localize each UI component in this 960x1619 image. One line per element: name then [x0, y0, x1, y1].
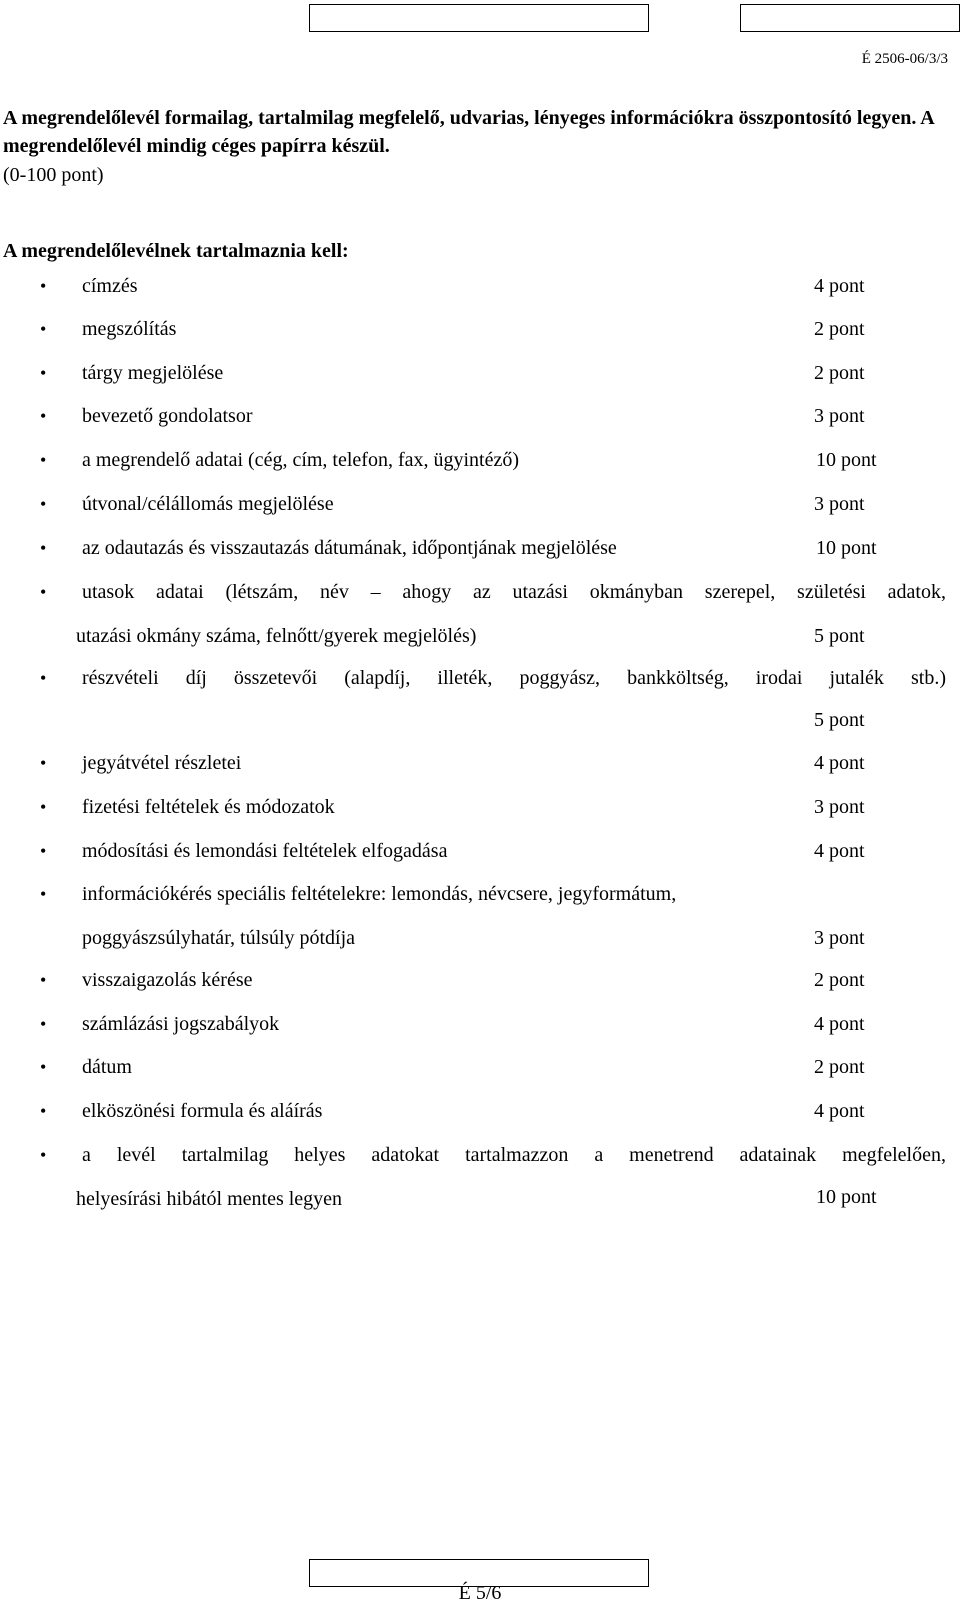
criterion-label: tárgy megjelölése — [82, 362, 224, 384]
criterion-label: utasok adatai (létszám, név – ahogy az utazási okmányban szerepel, születési adatok, — [82, 581, 946, 603]
document-code: É 2506-06/3/3 — [861, 51, 948, 67]
criterion-points: 3 pont — [814, 405, 865, 427]
criterion-continuation: utazási okmány száma, felnőtt/gyerek megjelölés) — [76, 625, 477, 647]
criterion-points: 3 pont — [814, 927, 865, 949]
criterion-points: 4 pont — [814, 1100, 865, 1122]
score-box-top-left — [309, 4, 649, 32]
criterion-label: dátum — [82, 1056, 132, 1078]
criterion-points: 2 pont — [814, 362, 865, 384]
criterion-points: 3 pont — [814, 796, 865, 818]
bullet-icon: • — [40, 1145, 47, 1165]
bullet-icon: • — [40, 668, 47, 688]
bullet-icon: • — [40, 276, 47, 296]
bullet-icon: • — [40, 406, 47, 426]
bullet-icon: • — [40, 970, 47, 990]
criterion-label: részvételi díj összetevői (alapdíj, illeték, poggyász, bankköltség, irodai jutalék stb.) — [82, 667, 946, 689]
bullet-icon: • — [40, 538, 47, 558]
criterion-label: bevezető gondolatsor — [82, 405, 253, 427]
criterion-points: 3 pont — [814, 493, 865, 515]
criterion-label: jegyátvétel részletei — [82, 752, 242, 774]
bullet-icon: • — [40, 1101, 47, 1121]
criterion-label: útvonal/célállomás megjelölése — [82, 493, 334, 515]
criterion-continuation: poggyászsúlyhatár, túlsúly pótdíja — [82, 927, 356, 949]
page-number: É 5/6 — [458, 1582, 502, 1604]
criterion-label: megszólítás — [82, 318, 177, 340]
criterion-label: visszaigazolás kérése — [82, 969, 253, 991]
bullet-icon: • — [40, 1014, 47, 1034]
score-box-top-right — [740, 4, 960, 32]
bullet-icon: • — [40, 841, 47, 861]
bullet-icon: • — [40, 753, 47, 773]
bullet-icon: • — [40, 319, 47, 339]
bullet-icon: • — [40, 494, 47, 514]
criterion-label: elköszönési formula és aláírás — [82, 1100, 323, 1122]
criterion-label: a megrendelő adatai (cég, cím, telefon, fax, ügyintéző) — [82, 449, 520, 471]
bullet-icon: • — [40, 1057, 47, 1077]
intro-paragraph: A megrendelőlevél formailag, tartalmilag megfelelő, udvarias, lényeges információkra összpontosító legyen. A megrendelőlevél mindig céges papírra készül. — [3, 107, 934, 157]
bullet-icon: • — [40, 363, 47, 383]
criterion-label: a levél tartalmilag helyes adatokat tartalmazzon a menetrend adatainak megfelelően, — [82, 1144, 946, 1166]
criterion-label: címzés — [82, 275, 138, 297]
criterion-points: 2 pont — [814, 1056, 865, 1078]
bullet-icon: • — [40, 450, 47, 470]
criterion-points: 4 pont — [814, 1013, 865, 1035]
criterion-label: információkérés speciális feltételekre: lemondás, névcsere, jegyformátum, — [82, 883, 677, 905]
bullet-icon: • — [40, 884, 47, 904]
criterion-points: 2 pont — [814, 318, 865, 340]
criterion-label: az odautazás és visszautazás dátumának, időpontjának megjelölése — [82, 537, 617, 559]
points-range: (0-100 pont) — [3, 164, 104, 186]
criteria-heading: A megrendelőlevélnek tartalmaznia kell: — [3, 240, 349, 262]
criterion-points: 10 pont — [816, 449, 877, 471]
criterion-points: 10 pont — [816, 1186, 877, 1208]
criterion-continuation: helyesírási hibától mentes legyen — [76, 1188, 343, 1210]
criterion-points: 4 pont — [814, 275, 865, 297]
criterion-points: 4 pont — [814, 840, 865, 862]
criterion-points: 2 pont — [814, 969, 865, 991]
criterion-label: fizetési feltételek és módozatok — [82, 796, 335, 818]
criterion-label: számlázási jogszabályok — [82, 1013, 280, 1035]
criterion-points: 10 pont — [816, 537, 877, 559]
criterion-points: 5 pont — [814, 709, 865, 731]
bullet-icon: • — [40, 582, 47, 602]
criterion-points: 5 pont — [814, 625, 865, 647]
criterion-points: 4 pont — [814, 752, 865, 774]
criterion-label: módosítási és lemondási feltételek elfogadása — [82, 840, 448, 862]
bullet-icon: • — [40, 797, 47, 817]
